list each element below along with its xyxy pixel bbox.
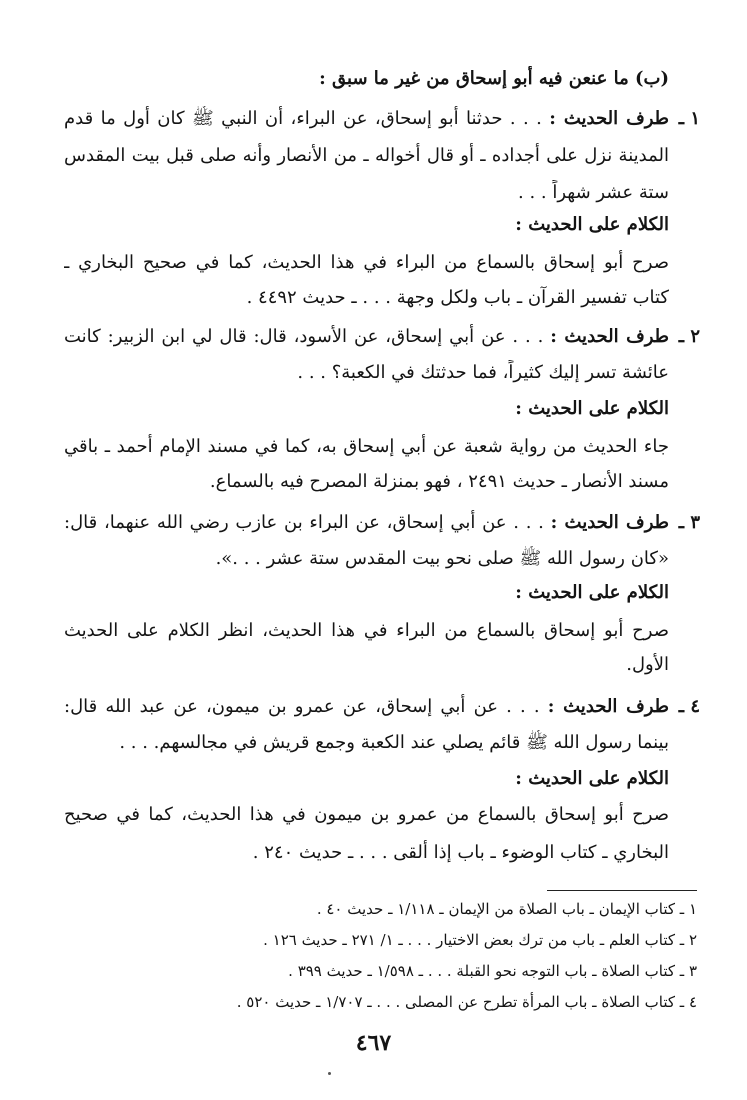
item-number: ١ ـ [678,108,700,129]
commentary-line: مسند الأنصار ـ حديث ٢٤٩١ ، فهو بمنزلة المصرح فيه بالسماع. [209,471,669,492]
commentary-line: البخاري ـ كتاب الوضوء ـ باب إذا ألقى . . . ـ حديث ٢٤٠ . [252,842,669,863]
kalam-label: الكلام على الحديث : [515,768,669,789]
footnote: ٤ ـ كتاب الصلاة ـ باب المرأة تطرح عن المصلى . . . ـ ١/٧٠٧ ـ حديث ٥٢٠ . [236,993,697,1011]
hadith-text: . . . عن أبي إسحاق، عن البراء بن عازب رضي الله عنهما، قال: [64,512,544,533]
commentary-line: صرح أبو إسحاق بالسماع من البراء في هذا الحديث، انظر الكلام على الحديث [64,620,669,641]
commentary-line: الأول. [626,654,669,675]
print-speck [328,1072,331,1075]
kalam-label: الكلام على الحديث : [515,582,669,603]
hadith-line: بينما رسول الله ﷺ قائم يصلي عند الكعبة وجمع قريش في مجالسهم. . . . [119,732,669,753]
hadith-line [64,510,669,536]
item-number: ٣ ـ [678,512,700,533]
footnote-divider [547,890,697,891]
hadith-line [64,106,669,132]
commentary-line: صرح أبو إسحاق بالسماع من البراء في هذا الحديث، كما في صحيح البخاري ـ [64,252,669,273]
tarf-label: طرف الحديث : [550,326,669,347]
commentary-line: جاء الحديث من رواية شعبة عن أبي إسحاق به، كما في مسند الإمام أحمد ـ باقي [64,436,669,457]
hadith-line: عائشة تسر إليك كثيراً، فما حدثتك في الكعبة؟ . . . [297,362,669,383]
footnote: ٣ ـ كتاب الصلاة ـ باب التوجه نحو القبلة . . . ـ ١/٥٩٨ ـ حديث ٣٩٩ . [288,962,697,980]
hadith-line [64,694,669,720]
hadith-text: . . . عن أبي إسحاق، عن عمرو بن ميمون، عن عبد الله قال: [64,696,540,717]
hadith-line: «كان رسول الله ﷺ صلى نحو بيت المقدس ستة عشر . . .». [215,548,669,569]
tarf-label: طرف الحديث : [550,512,669,533]
hadith-line: ستة عشر شهراً . . . [518,182,669,203]
kalam-label: الكلام على الحديث : [515,398,669,419]
tarf-label: طرف الحديث : [549,108,669,129]
section-heading: (ب) ما عنعن فيه أبو إسحاق من غير ما سبق : [319,68,669,89]
tarf-label: طرف الحديث : [547,696,669,717]
page-number: ٤٦٧ [355,1030,392,1056]
commentary-line: كتاب تفسير القرآن ـ باب ولكل وجهة . . . ـ حديث ٤٤٩٢ . [246,287,669,308]
footnote: ١ ـ كتاب الإيمان ـ باب الصلاة من الإيمان ـ ١/١١٨ ـ حديث ٤٠ . [316,900,697,918]
item-number: ٢ ـ [678,326,700,347]
footnote: ٢ ـ كتاب العلم ـ باب من ترك بعض الاختيار . . . ـ ١/ ٢٧١ ـ حديث ١٢٦ . [263,931,697,949]
hadith-text: . . . عن أبي إسحاق، عن الأسود، قال: قال لي ابن الزبير: كانت [64,326,544,347]
hadith-line: المدينة نزل على أجداده ـ أو قال أخواله ـ من الأنصار وأنه صلى قبل بيت المقدس [64,145,669,166]
hadith-text: . . . حدثنا أبو إسحاق، عن البراء، أن النبي ﷺ كان أول ما قدم [64,108,542,129]
item-number: ٤ ـ [678,696,700,717]
kalam-label: الكلام على الحديث : [515,214,669,235]
commentary-line: صرح أبو إسحاق بالسماع من عمرو بن ميمون في هذا الحديث، كما في صحيح [64,804,669,825]
hadith-line [64,324,669,350]
